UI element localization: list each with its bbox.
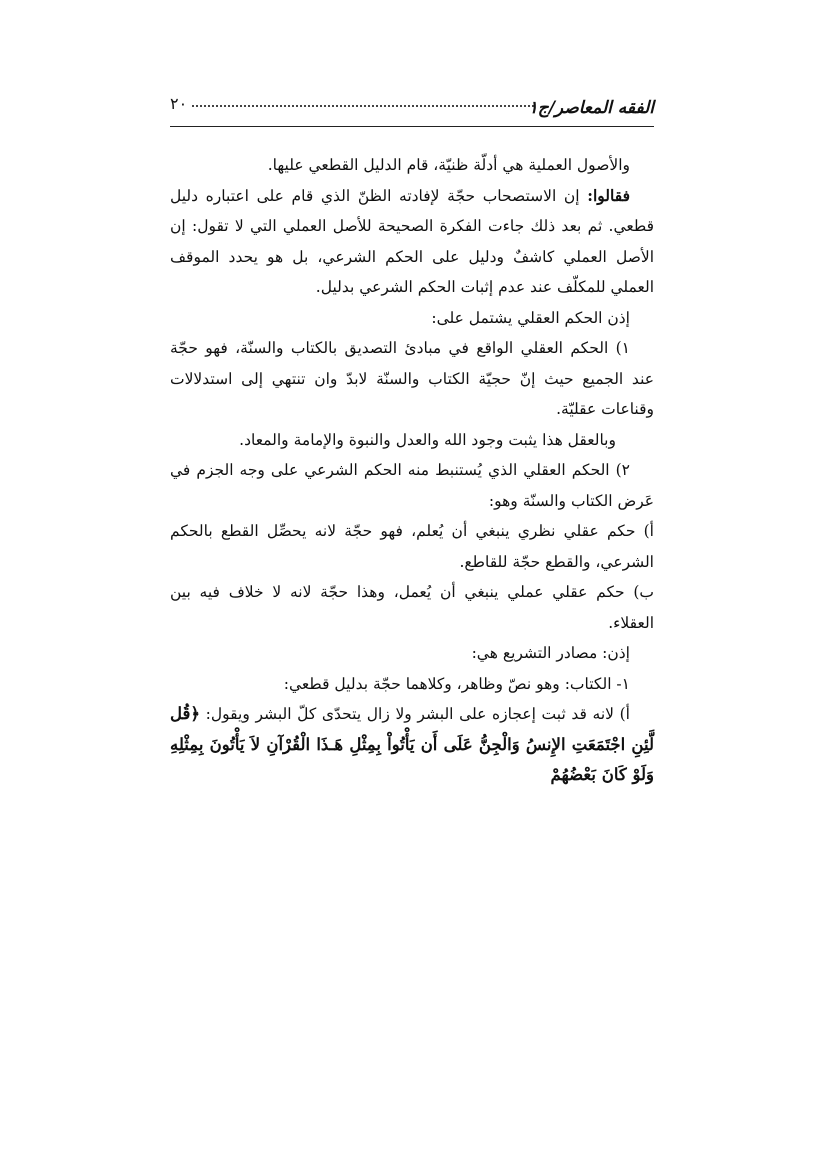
paragraph-rational-ruling-intro: إذن الحكم العقلي يشتمل على:	[431, 308, 630, 327]
running-title: الفقه المعاصر/ج١	[528, 98, 654, 118]
paragraph-istishab-text: إن الاستصحاب حجّة لإفادته الظنّ الذي قام على اعتباره دليل قطعي. ثم بعد ذلك جاءت الفكرة الصحيحة للأصل العملي التي لا تقول: إن الأصل العملي كاشفٌ ودليل على الحكم الشرعي، بل هو يحدد الموقف العملي للمكلّف عند عدم إثبات الحكم الشرعي بدليل.	[170, 186, 654, 296]
page-number: ٢٠	[170, 94, 188, 113]
page-body	[170, 150, 654, 791]
list-item-2: ٢) الحكم العقلي الذي يُستنبط منه الحكم الشرعي على وجه الجزم في عَرض الكتاب والسنّة وهو:	[170, 461, 654, 510]
sub-item-b: ب) حكم عقلي عملي ينبغي أن يُعمل، وهذا حجّة لانه لا خلاف فيه بين العقلاء.	[170, 583, 654, 632]
lead-word: فقالوا:	[587, 185, 630, 205]
paragraph-reason-proves: وبالعقل هذا يثبت وجود الله والعدل والنبوة والإمامة والمعاد.	[239, 430, 616, 449]
sub-item-miracle	[170, 699, 654, 791]
paragraph-istishab	[170, 181, 654, 303]
list-item-1: ١) الحكم العقلي الواقع في مبادئ التصديق بالكتاب والسنّة، فهو حجّة عند الجميع حيث إنّ حجيّة الكتاب والسنّة لابدّ وان تنتهي إلى استدلالات وقناعات عقليّة.	[170, 339, 654, 418]
paragraph-sources: إذن: مصادر التشريع هي:	[471, 644, 630, 662]
page-header	[170, 94, 654, 127]
sub-item-a: أ) حكم عقلي نظري ينبغي أن يُعلم، فهو حجّة لانه يحصِّل القطع بالحكم الشرعي، والقطع حجّة للقاطع.	[170, 522, 654, 571]
quran-verse: ﴿قُل لَّئِنِ اجْتَمَعَتِ الإِنسُ وَالْجِنُّ عَلَى أَن يَأْتُواْ بِمِثْلِ هَـذَا الْقُرْآنِ لاَ يَأْتُونَ بِمِثْلِهِ وَلَوْ كَانَ بَعْضُهُمْ	[170, 704, 654, 784]
paragraph-practical-principles: والأصول العملية هي أدلّة ظنيّة، قام الدليل القطعي عليها.	[267, 156, 630, 174]
source-item-book: ١- الكتاب: وهو نصّ وظاهر، وكلاهما حجّة بدليل قطعي:	[283, 674, 630, 693]
header-dot-leader	[192, 105, 534, 107]
sub-item-miracle-text: أ) لانه قد ثبت إعجازه على البشر ولا زال يتحدّى كلّ البشر ويقول:	[200, 705, 630, 723]
